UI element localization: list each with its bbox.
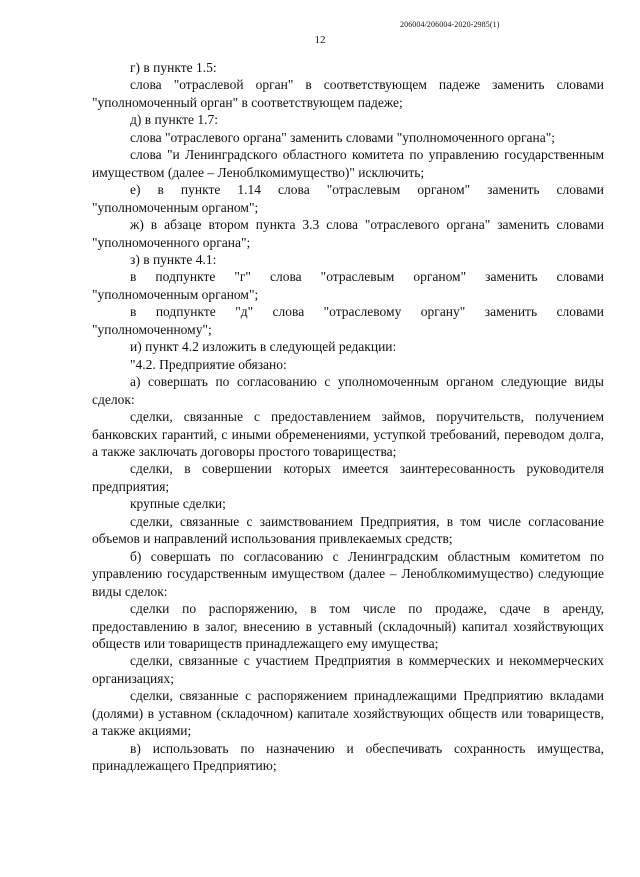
paragraph: з) в пункте 4.1: <box>130 251 217 267</box>
page-number: 12 <box>314 34 326 46</box>
paragraph: "4.2. Предприятие обязано: <box>130 356 287 372</box>
document-registration-code: 206004/206004-2020-2985(1) <box>400 20 500 29</box>
paragraph: слова "отраслевой орган" в соответствующем падеже заменить словами "уполномоченный орган" в соответствующем падеже; <box>92 77 604 110</box>
paragraph: сделки, связанные с заимствованием Предприятия, в том числе согласование объемов и направлений использования привлекаемых средств; <box>92 513 604 547</box>
paragraph: а) совершать по согласованию с уполномоченным органом следующие виды сделок: <box>92 374 604 407</box>
paragraph: и) пункт 4.2 изложить в следующей редакции: <box>130 339 397 355</box>
document-body <box>92 59 604 775</box>
paragraph: слова "и Ленинградского областного комитета по управлению государственным имуществом (далее – Леноблкомимущество)" исключить; <box>92 147 604 180</box>
paragraph: сделки, в совершении которых имеется заинтересованность руководителя предприятия; <box>92 461 604 494</box>
paragraph: сделки по распоряжению, в том числе по продаже, сдаче в аренду, предоставлению в залог, внесению в уставный (складочный) капитал хозяйствующих обществ или товариществ принадлежащего ему имущества; <box>92 601 604 651</box>
paragraph: сделки, связанные с распоряжением принадлежащими Предприятию вкладами (долями) в уставном (складочном) капитале хозяйствующих обществ или товариществ, а также акциями; <box>92 688 604 739</box>
paragraph: в подпункте "г" слова "отраслевым органом" заменить словами "уполномоченным органом"; <box>92 269 604 302</box>
paragraph: д) в пункте 1.7: <box>130 112 218 128</box>
paragraph: слова "отраслевого органа" заменить словами "уполномоченного органа"; <box>130 129 555 145</box>
paragraph: е) в пункте 1.14 слова "отраслевым органом" заменить словами "уполномоченным органом"; <box>92 182 604 215</box>
paragraph: г) в пункте 1.5: <box>130 60 217 75</box>
paragraph: б) совершать по согласованию с Ленинградским областным комитетом по управлению государственным имуществом (далее – Леноблкомимущество) следующие виды сделок: <box>92 548 604 599</box>
paragraph: крупные сделки; <box>130 496 226 512</box>
paragraph: в подпункте "д" слова "отраслевому органу" заменить словами "уполномоченному"; <box>92 304 604 337</box>
paragraph: сделки, связанные с предоставлением займов, поручительств, получением банковских гарантий, с иными обременениями, уступкой требований, переводом долга, а также заключать договоры простого товарищества; <box>92 409 604 459</box>
paragraph: сделки, связанные с участием Предприятия в коммерческих и некоммерческих организациях; <box>92 653 604 686</box>
paragraph: в) использовать по назначению и обеспечивать сохранность имущества, принадлежащего Предприятию; <box>92 740 604 774</box>
paragraph: ж) в абзаце втором пункта 3.3 слова "отраслевого органа" заменить словами "уполномоченного органа"; <box>92 217 604 250</box>
